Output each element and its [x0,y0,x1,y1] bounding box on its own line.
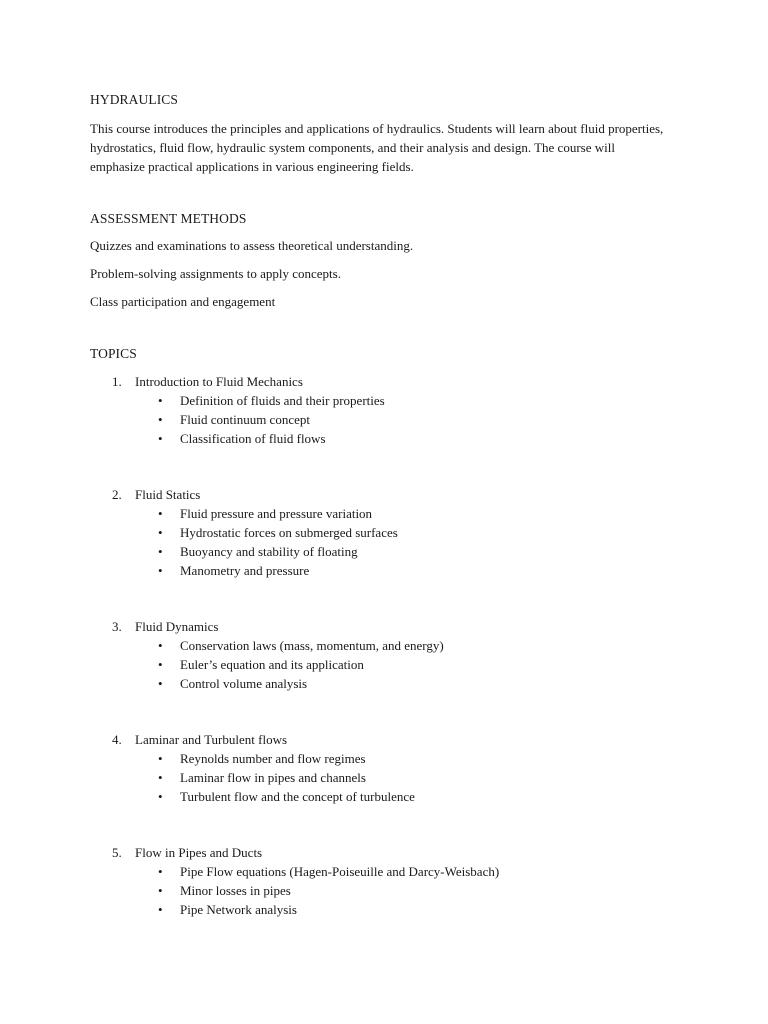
subtopic-item [90,637,670,656]
subtopic-text: Classification of fluid flows [180,431,326,446]
subtopic-text: Turbulent flow and the concept of turbulence [180,789,415,804]
subtopic-text: Laminar flow in pipes and channels [180,770,366,785]
bullet-icon: • [158,638,163,653]
subtopic-text: Buoyancy and stability of floating [180,544,358,559]
assessment-item: Problem-solving assignments to apply concepts. [90,266,341,281]
subtopic-item [90,524,670,543]
subtopic-item [90,769,670,788]
subtopic-item [90,656,670,675]
bullet-icon: • [158,676,163,691]
subtopic-text: Control volume analysis [180,676,308,691]
subtopic-list [90,637,670,694]
subtopic-text: Hydrostatic forces on submerged surfaces [180,525,398,540]
subtopic-text: Fluid continuum concept [180,412,310,427]
bullet-icon: • [158,789,163,804]
section-spacer [90,311,670,345]
subtopic-text: Pipe Network analysis [180,902,297,917]
subtopic-item [90,750,670,769]
topics-list [90,373,670,920]
topic-item [90,486,670,581]
assessment-item: Class participation and engagement [90,294,276,309]
subtopic-item [90,882,670,901]
subtopic-item [90,562,670,581]
topics-heading: TOPICS [90,346,137,361]
topic-item [90,731,670,807]
topic-title: Laminar and Turbulent flows [135,732,288,747]
topic-number: 5. [112,845,122,860]
subtopic-item [90,392,670,411]
topic-number: 2. [112,487,122,502]
topic-title: Fluid Dynamics [135,619,219,634]
assessment-item: Quizzes and examinations to assess theoretical understanding. [90,238,414,253]
topic-title: Fluid Statics [135,487,201,502]
subtopic-text: Reynolds number and flow regimes [180,751,366,766]
bullet-icon: • [158,883,163,898]
topic-title: Introduction to Fluid Mechanics [135,374,303,389]
bullet-icon: • [158,412,163,427]
subtopic-text: Conservation laws (mass, momentum, and energy) [180,638,444,653]
bullet-icon: • [158,544,163,559]
subtopic-text: Pipe Flow equations (Hagen-Poiseuille and Darcy-Weisbach) [180,864,500,879]
subtopic-text: Fluid pressure and pressure variation [180,506,373,521]
subtopic-list [90,750,670,807]
topic-item [90,618,670,694]
subtopic-item [90,543,670,562]
bullet-icon: • [158,657,163,672]
bullet-icon: • [158,525,163,540]
subtopic-item [90,505,670,524]
subtopic-item [90,788,670,807]
subtopic-text: Minor losses in pipes [180,883,291,898]
subtopic-list [90,505,670,581]
subtopic-item [90,901,670,920]
subtopic-text: Manometry and pressure [180,563,310,578]
bullet-icon: • [158,393,163,408]
subtopic-list [90,392,670,449]
section-spacer [90,176,670,210]
topic-number: 1. [112,374,122,389]
bullet-icon: • [158,431,163,446]
bullet-icon: • [158,751,163,766]
subtopic-item [90,675,670,694]
subtopic-item [90,411,670,430]
subtopic-text: Definition of fluids and their properties [180,393,385,408]
course-description: This course introduces the principles and applications of hydraulics. Students will learn about fluid properties, hydrostatics, fluid flow, hydraulic system components, and their analysis and design. The course will emphasize practical applications in various engineering fields. [90,121,664,174]
bullet-icon: • [158,770,163,785]
bullet-icon: • [158,563,163,578]
topic-title: Flow in Pipes and Ducts [135,845,263,860]
bullet-icon: • [158,902,163,917]
document-body [90,91,670,920]
topic-item [90,373,670,449]
assessment-heading: ASSESSMENT METHODS [90,211,247,226]
subtopic-text: Euler’s equation and its application [180,657,364,672]
topic-item [90,844,670,920]
bullet-icon: • [158,506,163,521]
subtopic-item [90,430,670,449]
document-title: HYDRAULICS [90,92,179,107]
subtopic-list [90,863,670,920]
topic-number: 3. [112,619,122,634]
subtopic-item [90,863,670,882]
bullet-icon: • [158,864,163,879]
topic-number: 4. [112,732,122,747]
